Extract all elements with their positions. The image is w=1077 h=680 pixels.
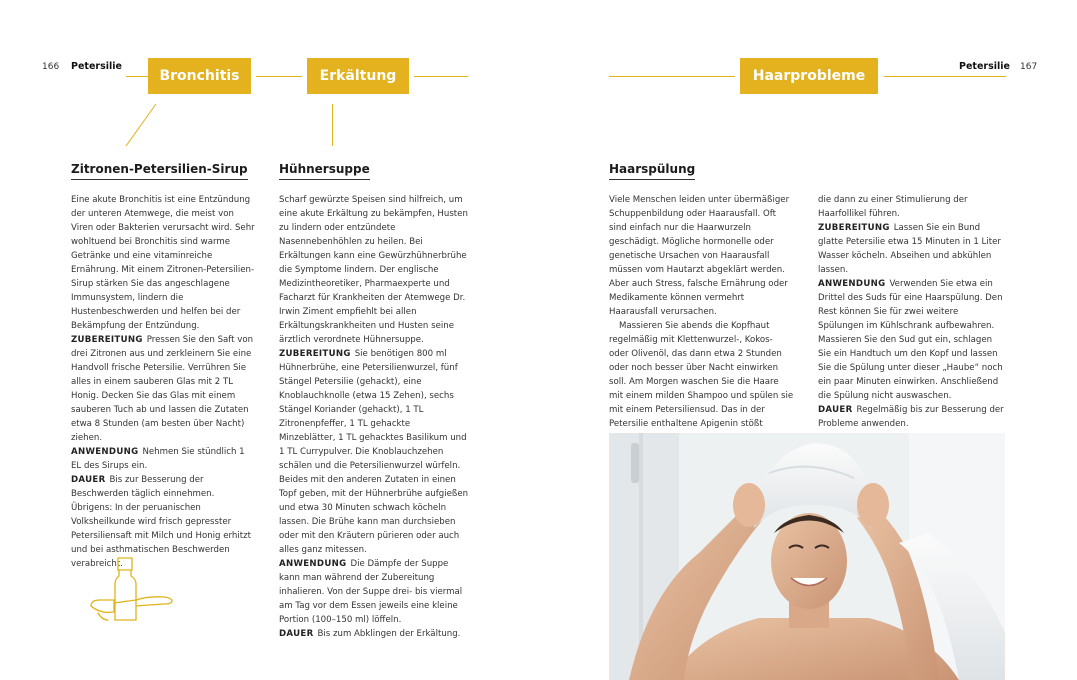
connector-line [332, 104, 333, 146]
rule [414, 76, 468, 77]
column-erkaeltung [279, 193, 469, 641]
paragraph: Bis zum Abklingen der Erkältung. [317, 629, 461, 639]
rule [609, 76, 735, 77]
keyword: DAUER [71, 475, 106, 485]
page-number-right: 167 [1020, 62, 1038, 72]
keyword: ANWENDUNG [818, 279, 886, 289]
paragraph: Lassen Sie ein Bund glatte Petersilie etwa 15 Minuten in 1 Liter Wasser köcheln. Abseihen und abkühlen lassen. [818, 223, 1001, 275]
keyword: DAUER [818, 405, 853, 415]
photo-woman-towel [609, 433, 1005, 680]
rule [256, 76, 302, 77]
rule [126, 76, 148, 77]
column-haar-1 [609, 193, 795, 445]
banner-bronchitis: Bronchitis [148, 58, 251, 94]
paragraph: Massieren Sie abends die Kopfhaut regelmäßig mit Klettenwurzel-, Kokos- oder Olivenöl, das dann etwa 2 Stunden oder noch besser über Nacht einwirken soll. Am Morgen waschen Sie die Haare mit einem milden Shampoo und spülen sie mit einem Petersiliensud. Das in der Petersilie enthaltene Apigenin stößt [609, 321, 794, 429]
banner-haarprobleme: Haarprobleme [740, 58, 878, 94]
paragraph: Bis zur Besserung der Beschwerden täglich einnehmen. [71, 475, 215, 499]
rule [884, 76, 1006, 77]
paragraph: Regelmäßig bis zur Besserung der Probleme anwenden. [818, 405, 1004, 429]
paragraph: Pressen Sie den Saft von drei Zitronen aus und zerkleinern Sie eine Handvoll frische Petersilie. Verrühren Sie alles in einem sauberen Glas mit 2 TL Honig. Decken Sie das Glas mit einem sauberen Tuch ab und lassen die Zutaten etwa 8 Stunden (am besten über Nacht) ziehen. [71, 335, 254, 443]
keyword: ANWENDUNG [71, 447, 139, 457]
paragraph: Nehmen Sie stündlich 1 EL des Sirups ein. [71, 447, 245, 471]
section-title-haarspuelung: Haarspülung [609, 162, 695, 180]
connector-line [120, 100, 160, 150]
section-title-huehnersuppe: Hühnersuppe [279, 162, 370, 180]
keyword: ZUBEREITUNG [818, 223, 890, 233]
note: Übrigens: In der peruanischen Volksheilkunde wird frisch gepresster Petersiliensaft mit Milch und Honig erhitzt und bei asthmatischen Beschwerden verabreicht. [71, 503, 251, 569]
paragraph: Viele Menschen leiden unter übermäßiger Schuppenbildung oder Haarausfall. Oft sind einfach nur die Haarwurzeln geschädigt. Mögliche hormonelle oder genetische Ursachen von Haarausfall müssen vom Hautarzt abgeklärt werden. Aber auch Stress, falsche Ernährung oder Medikamente können vermehrt Haarausfall verursachen. [609, 195, 790, 317]
paragraph: Eine akute Bronchitis ist eine Entzündung der unteren Atemwege, die meist von Viren oder Bakterien verursacht wird. Sehr wohltuend bei Bronchitis sind warme Getränke und eine vitaminreiche Ernährung. Mit einem Zitronen-Petersilien-Sirup stärken Sie das angeschlagene Immunsystem, lindern die Hustenbeschwerden und helfen bei der Bekämpfung der Entzündung. [71, 195, 255, 331]
banner-erkaeltung: Erkältung [307, 58, 409, 94]
section-title-sirup: Zitronen-Petersilien-Sirup [71, 162, 248, 180]
paragraph: Scharf gewürzte Speisen sind hilfreich, um eine akute Erkältung zu bekämpfen, Husten zu lindern oder entzündete Nasennebenhöhlen zu heilen. Bei Erkältungen kann eine Gewürzhühnerbrühe die Symptome lindern. Der englische Medizintheoretiker, Pharmaexperte und Facharzt für Krankheiten der Atemwege Dr. Irwin Ziment empfiehlt bei allen Erkältungskrankheiten und Husten seine ärztlich verordnete Hühnersuppe. [279, 195, 468, 345]
paragraph: Die Dämpfe der Suppe kann man während der Zubereitung inhalieren. Von der Suppe drei- bis viermal am Tag vor dem Essen jeweils eine kleine Portion (100–150 ml) löffeln. [279, 559, 463, 625]
paragraph: Verwenden Sie etwa ein Drittel des Suds für eine Haarspülung. Den Rest können Sie für zwei weitere Spülungen im Kühlschrank aufbewahren. Massieren Sie den Sud gut ein, schlagen Sie ein Handtuch um den Kopf und lassen Sie die Spülung unter dieser „Haube“ noch ein paar Minuten einwirken. Anschließend die Spülung nicht auswaschen. [818, 279, 1003, 401]
keyword: ANWENDUNG [279, 559, 347, 569]
keyword: ZUBEREITUNG [279, 349, 351, 359]
running-head-left: Petersilie [71, 61, 122, 72]
page-number-left: 166 [42, 62, 60, 72]
paragraph: die dann zu einer Stimulierung der Haarfollikel führen. [818, 195, 968, 219]
keyword: ZUBEREITUNG [71, 335, 143, 345]
paragraph: Sie benötigen 800 ml Hühnerbrühe, eine Petersilienwurzel, fünf Stängel Petersilie (gehackt), eine Knoblauchknolle (etwa 15 Zehen), sechs Stängel Koriander (gehackt), 1 TL Zitronenpfeffer, 1 TL gehackte Minzeblätter, 1 TL gehacktes Basilikum und 1 TL Currypulver. Die Knoblauchzehen schälen und die Petersilienwurzel würfeln. Beides mit den anderen Zutaten in einen Topf geben, mit der Hühnerbrühe aufgießen und etwa 30 Minuten schwach köcheln lassen. Die Brühe kann man durchsieben oder mit den Kräutern pürieren oder auch alles ganz mitessen. [279, 349, 469, 555]
running-head-right: Petersilie [959, 61, 1010, 72]
column-bronchitis [71, 193, 257, 571]
bottle-spoon-icon [88, 556, 174, 624]
keyword: DAUER [279, 629, 314, 639]
column-haar-2 [818, 193, 1004, 431]
